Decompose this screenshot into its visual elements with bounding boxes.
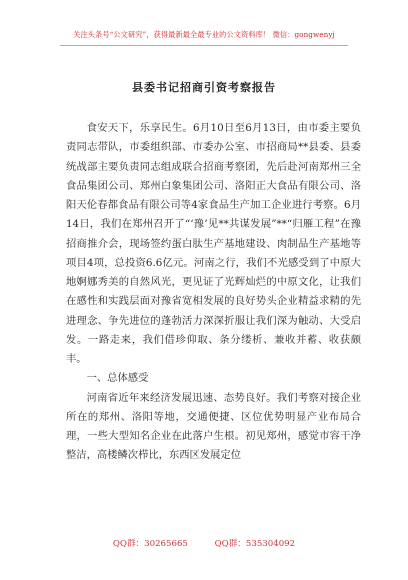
body-paragraph: 食安天下，乐享民生。6月10日至6月13日，由市委主要负责同志带队，市委组织部、市委办公室、市招商局**县委、县委统战部主要负责同志组成联合招商考察团，先后赴河南郑州三全食品集团公司、郑州白象集团公司、洛阳正大食品有限公司、洛阳天伦春都食品有限公司等4家食品生产加工企业进行考察。6月14日，我们在郑州召开了“‘豫’见**共谋发展”**“归雁工程”在豫招商推介会，现场签约蛋白肽生产基地建设、肉制品生产基地等项目4项，总投资6.6亿元。河南之行，我们不光感受到了中原大地婀娜秀美的自然风光，更见证了光辉灿烂的中原文化，让我们在感性和实践层面对豫省宽相发展的良好势头企业精益求精的先进理念、争先进位的蓬勃活力深深折服让我们深为触动、大受启发。一路走来，我们借珍仰取、条分缕析、兼收并蓄、收获颇丰。 [66,122,361,365]
footer-qq-group-2: QQ群：535304092 [214,539,296,549]
section-heading: 一、总体感受 [86,372,149,385]
body-paragraph: 河南省近年来经济发展迅速、态势良好。我们考察对接企业所在的郑州、洛阳等地，交通便捷、区位优势明显产业布局合理，一些大型知名企业在此落户生根。初见郑州，感觉市容干净整洁，高楼鳞次栉比，东西区发展定位 [66,391,361,462]
footer-contact [0,537,408,549]
header-divider [60,45,348,46]
footer-qq-group-1: QQ群：30265665 [112,539,188,549]
document-body [66,119,361,466]
header-banner: 关注头条号“公文研究”，获得最新最全最专业的公文资料库！ 微信：gongwenyj [73,30,335,39]
document-title: 县委书记招商引资考察报告 [132,81,276,94]
